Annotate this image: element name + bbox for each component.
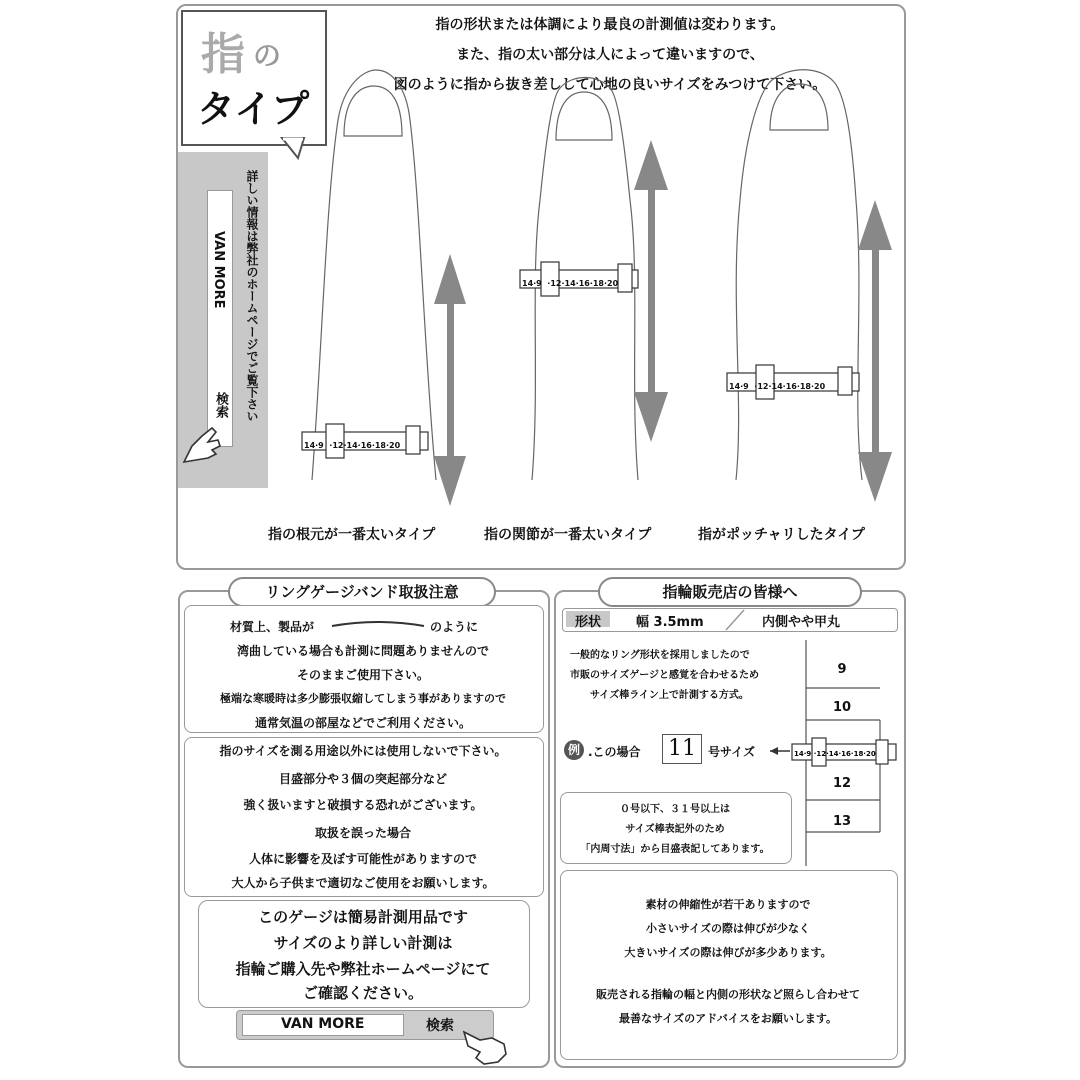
badge-char-no: の: [253, 39, 282, 72]
finger-2-nail: [556, 92, 612, 140]
badge-char-big: 指: [201, 29, 245, 80]
caution-1-line-2: 湾曲している場合も計測に問題ありませんので: [236, 644, 489, 658]
caution-1-line-5: 通常気温の部屋などでご利用ください。: [254, 716, 471, 730]
badge-line2: タイプ: [197, 87, 310, 131]
spec-width: 幅 3.5mm: [636, 615, 704, 630]
finger-type-caption-2: 指の関節が一番太いタイプ: [484, 527, 652, 543]
spec-divider: [720, 608, 750, 632]
elasticity-line-3: 大きいサイズの際は伸びが多少あります。: [624, 946, 832, 959]
range-note-2: サイズ棒表記外のため: [625, 824, 725, 835]
finger-1-outline: [312, 70, 436, 480]
bottom-search-brand: VAN MORE: [281, 1016, 365, 1032]
gauge-note-line-3: 指輪ご購入先や弊社ホームページにて: [235, 960, 491, 978]
size-mark-12: 12: [832, 776, 852, 791]
caution-1-line-3: そのままご使用下さい。: [296, 668, 429, 682]
side-search-note: 詳しい情報は弊社のホームページでご覧下さい: [245, 170, 259, 422]
example-text: .この場合: [588, 745, 641, 759]
gauge-label-2: 14·9 ·12·14·16·18·20: [522, 279, 619, 288]
intro-line-2: また、指の太い部分は人によって違いますので、: [456, 47, 764, 63]
gauge-label-3: 14·9 ·12·14·16·18·20: [729, 382, 826, 391]
caution-1-line-1a: 材質上、製品が: [230, 620, 315, 634]
retailer-desc-3: サイズ棒ライン上で計測する方式。: [590, 690, 749, 701]
size-mark-13: 13: [832, 814, 852, 829]
finger-3-outline: [736, 70, 862, 480]
intro-line-3: 図のように指から抜き差しして心地の良いサイズをみつけて下さい。: [393, 77, 827, 93]
finger-3-nail: [770, 84, 828, 130]
finger-type-caption-1: 指の根元が一番太いタイプ: [268, 527, 436, 543]
range-note-3: 「内周寸法」から目盛表記してあります。: [580, 844, 770, 855]
caution-2-line-3: 強く扱いますと破損する恐れがございます。: [243, 798, 483, 812]
side-search-button[interactable]: 検索: [213, 392, 228, 418]
caution-block-2: [184, 737, 544, 897]
arrow-2: [634, 140, 668, 442]
example-size: 11: [662, 734, 702, 764]
retailer-desc-2: 市販のサイズゲージと感覚を合わせるため: [570, 670, 759, 681]
caution-heading: リングゲージバンド取扱注意: [228, 577, 496, 607]
side-search-brand: VAN MORE: [211, 231, 226, 309]
gauge-label-1: 14·9 ·12·14·16·18·20: [304, 441, 401, 450]
retailer-desc-1: 一般的なリング形状を採用しましたので: [570, 650, 750, 661]
bottom-search-button[interactable]: 検索: [426, 1018, 454, 1034]
curved-band-icon: [330, 616, 426, 630]
caution-2-line-5: 人体に影響を及ぼす可能性がありますので: [248, 852, 477, 866]
finger-1-nail: [344, 86, 402, 136]
elasticity-line-2: 小さいサイズの際は伸びが少なく: [645, 922, 811, 935]
gauge-note-line-4: ご確認ください。: [302, 984, 423, 1002]
spec-label: 形状: [566, 611, 610, 627]
caution-1-line-4: 極端な寒暖時は多少膨張収縮してしまう事がありますので: [220, 692, 506, 705]
arrow-3: [858, 200, 892, 502]
caution-2-line-1: 指のサイズを測る用途以外には使用しないで下さい。: [219, 744, 507, 758]
elasticity-line-4: 販売される指輪の幅と内側の形状など照らし合わせて: [596, 988, 860, 1001]
pointing-hand-icon-2: [456, 1024, 512, 1068]
size-mark-10: 10: [832, 700, 852, 715]
gauge-note-line-1: このゲージは簡易計測用品です: [258, 908, 468, 926]
bottom-search-field[interactable]: [242, 1014, 404, 1036]
caution-1-line-1b: のように: [430, 620, 479, 634]
caution-2-line-6: 大人から子供まで適切なご使用をお願いします。: [231, 876, 495, 890]
range-note-1: ０号以下、３１号以上は: [620, 804, 730, 815]
gauge-note-line-2: サイズのより詳しい計測は: [273, 934, 453, 952]
caution-2-line-2: 目盛部分や３個の突起部分など: [278, 772, 447, 786]
elasticity-line-1: 素材の伸縮性が若干ありますので: [645, 898, 811, 911]
arrow-1: [434, 254, 466, 506]
retailer-heading: 指輪販売店の皆様へ: [598, 577, 862, 607]
spec-profile: 内側やや甲丸: [762, 615, 841, 630]
example-mark: 例: [564, 740, 584, 760]
intro-line-1: 指の形状または体調により最良の計測値は変わります。: [435, 17, 785, 33]
example-suffix: 号サイズ: [708, 745, 756, 759]
example-gauge: [768, 736, 900, 770]
caution-2-line-4: 取扱を誤った場合: [314, 826, 411, 840]
elasticity-line-5: 最善なサイズのアドバイスをお願いします。: [619, 1012, 837, 1025]
finger-type-caption-3: 指がポッチャリしたタイプ: [698, 527, 865, 543]
svg-text:14·9 ·12·14·16·18·20: 14·9 ·12·14·16·18·20: [794, 750, 876, 758]
size-mark-9: 9: [837, 662, 847, 677]
